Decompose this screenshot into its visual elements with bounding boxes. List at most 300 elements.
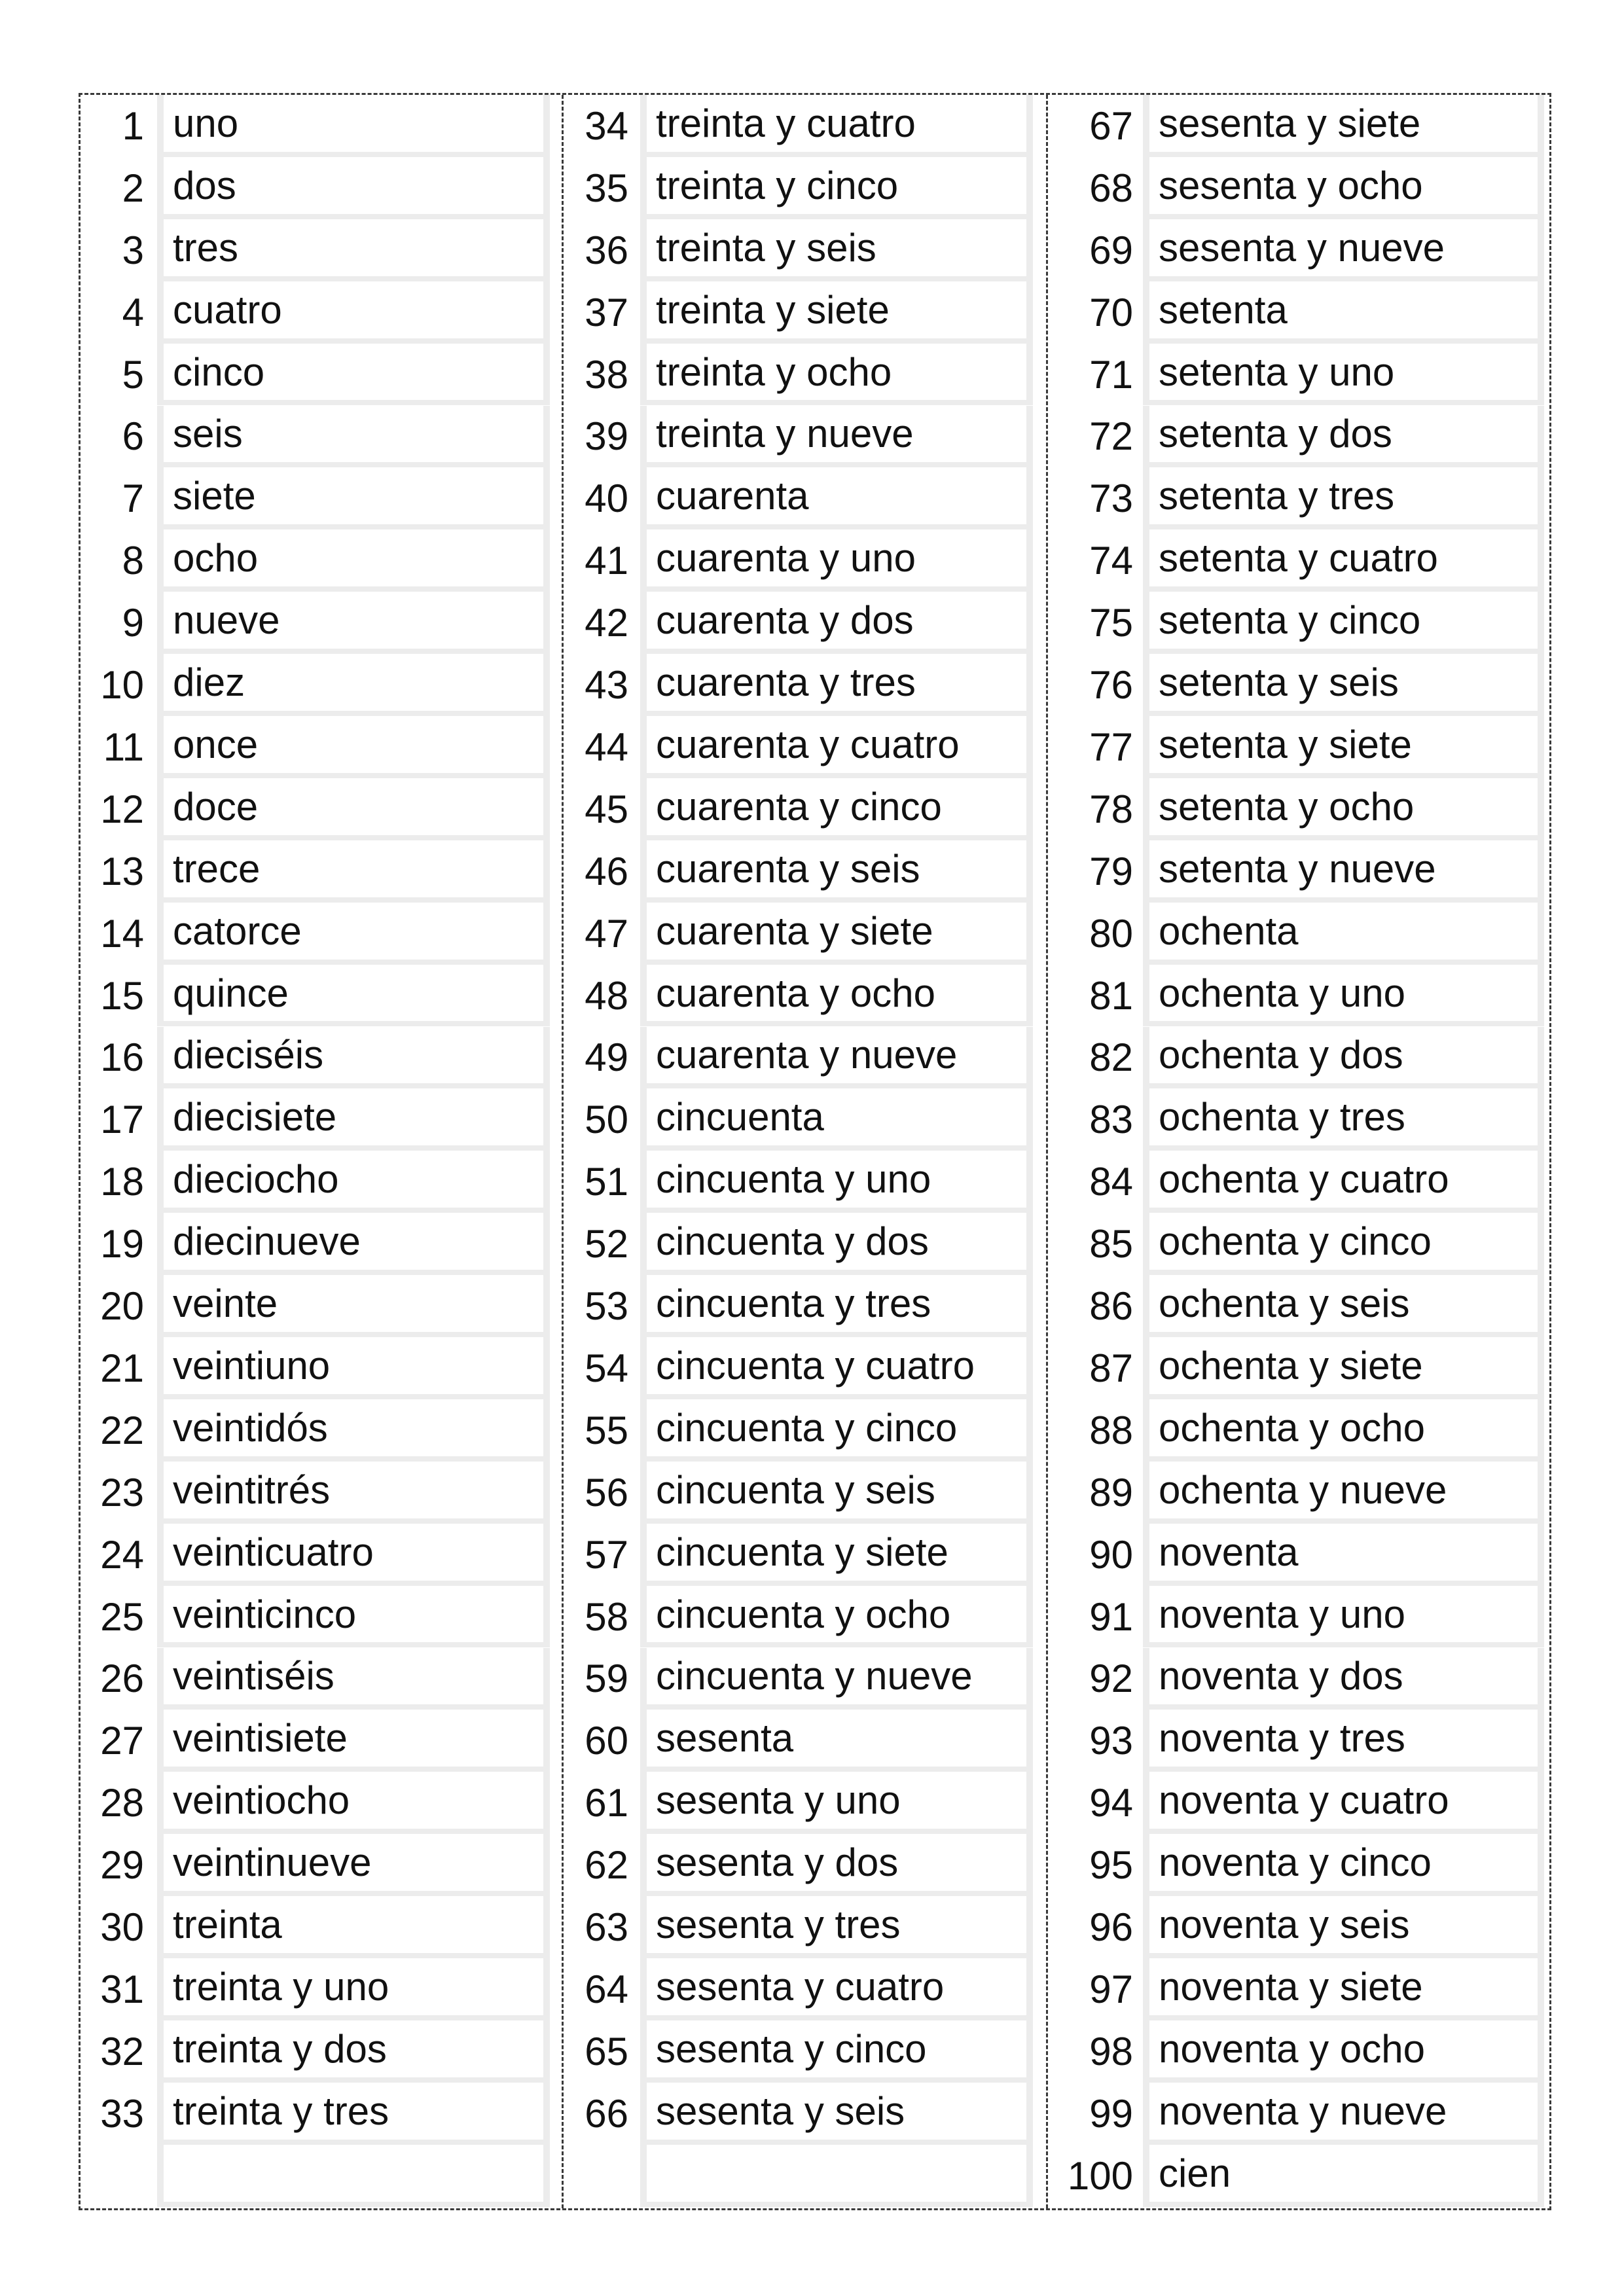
word-cell: catorce	[157, 903, 550, 965]
word-cell: ochenta	[1143, 903, 1544, 965]
table-row	[564, 1213, 1048, 1275]
number-cell: 96	[1089, 1905, 1133, 1950]
word-cell: nueve	[157, 592, 550, 654]
word-cell	[640, 2145, 1033, 2207]
table-row	[81, 344, 562, 406]
word-cell: seis	[157, 406, 550, 468]
number-cell: 8	[122, 539, 144, 583]
table-row	[81, 95, 562, 157]
table-row	[81, 219, 562, 281]
word-cell: sesenta y cuatro	[640, 1958, 1033, 2020]
number-cell	[81, 2145, 144, 2207]
word-cell: cincuenta y ocho	[640, 1586, 1033, 1648]
number-cell: 51	[585, 1160, 628, 1204]
table-row	[564, 95, 1048, 157]
number-cell: 48	[585, 973, 628, 1018]
table-row	[1048, 1213, 1551, 1275]
number-cell: 15	[100, 973, 144, 1018]
word-cell: noventa y siete	[1143, 1958, 1544, 2020]
table-row	[564, 1275, 1048, 1337]
table-row	[81, 1710, 562, 1772]
word-cell: dieciséis	[157, 1027, 550, 1089]
number-cell: 10	[100, 663, 144, 708]
word-cell: tres	[157, 219, 550, 281]
table-row	[1048, 1462, 1551, 1524]
word-cell: sesenta y uno	[640, 1772, 1033, 1834]
table-row	[81, 778, 562, 840]
word-cell: cincuenta y tres	[640, 1275, 1033, 1337]
number-cell: 70	[1089, 290, 1133, 334]
number-cell: 23	[100, 1470, 144, 1515]
table-row	[564, 840, 1048, 903]
number-cell: 81	[1089, 973, 1133, 1018]
table-row	[1048, 903, 1551, 965]
table-row	[81, 1462, 562, 1524]
number-cell: 98	[1089, 2029, 1133, 2073]
number-cell: 13	[100, 849, 144, 893]
word-cell: sesenta y cinco	[640, 2020, 1033, 2083]
table-row	[1048, 95, 1551, 157]
number-cell: 27	[100, 1719, 144, 1763]
word-cell: cincuenta y cuatro	[640, 1337, 1033, 1399]
table-row	[564, 2020, 1048, 2083]
word-cell: noventa y tres	[1143, 1710, 1544, 1772]
number-cell: 22	[100, 1408, 144, 1452]
table-row	[81, 1524, 562, 1586]
number-cell: 7	[122, 476, 144, 521]
number-cell: 38	[585, 352, 628, 397]
table-row	[1048, 281, 1551, 344]
number-table	[79, 93, 1551, 2210]
word-cell: ochenta y nueve	[1143, 1462, 1544, 1524]
number-cell: 44	[585, 725, 628, 769]
number-cell: 89	[1089, 1470, 1133, 1515]
number-cell: 20	[100, 1284, 144, 1329]
table-row	[564, 467, 1048, 529]
number-cell: 72	[1089, 414, 1133, 459]
number-cell: 45	[585, 787, 628, 831]
table-row	[564, 281, 1048, 344]
word-cell: veinticuatro	[157, 1524, 550, 1586]
number-cell: 37	[585, 290, 628, 334]
number-cell: 17	[100, 1098, 144, 1142]
table-row	[1048, 716, 1551, 778]
table-row	[564, 1462, 1048, 1524]
table-row	[564, 1586, 1048, 1648]
word-cell: setenta y uno	[1143, 344, 1544, 406]
word-cell: cincuenta y uno	[640, 1151, 1033, 1213]
table-row	[564, 903, 1048, 965]
word-cell: veintisiete	[157, 1710, 550, 1772]
number-cell: 1	[122, 103, 144, 148]
word-cell: treinta y cinco	[640, 157, 1033, 219]
word-cell: dieciocho	[157, 1151, 550, 1213]
word-cell: veinticinco	[157, 1586, 550, 1648]
word-cell: treinta y ocho	[640, 344, 1033, 406]
word-cell: doce	[157, 778, 550, 840]
number-cell: 26	[100, 1657, 144, 1701]
table-row	[1048, 1896, 1551, 1958]
number-cell: 30	[100, 1905, 144, 1950]
word-cell: veintinueve	[157, 1834, 550, 1896]
table-row	[564, 219, 1048, 281]
word-cell: veinte	[157, 1275, 550, 1337]
number-cell: 67	[1089, 103, 1133, 148]
table-row	[81, 2020, 562, 2083]
table-row	[1048, 1586, 1551, 1648]
number-cell: 53	[585, 1284, 628, 1329]
word-cell: ochenta y dos	[1143, 1027, 1544, 1089]
table-row	[1048, 965, 1551, 1027]
number-cell: 57	[585, 1532, 628, 1577]
table-row	[81, 2083, 562, 2145]
table-row	[1048, 654, 1551, 716]
number-cell: 85	[1089, 1222, 1133, 1266]
number-cell: 54	[585, 1346, 628, 1390]
table-row	[564, 2083, 1048, 2145]
table-row	[564, 965, 1048, 1027]
word-cell: treinta y nueve	[640, 406, 1033, 468]
table-row	[81, 1088, 562, 1151]
table-row	[1048, 1027, 1551, 1089]
number-cell: 88	[1089, 1408, 1133, 1452]
word-cell: cincuenta y cinco	[640, 1399, 1033, 1462]
number-cell: 55	[585, 1408, 628, 1452]
word-cell: sesenta y seis	[640, 2083, 1033, 2145]
table-row	[1048, 1772, 1551, 1834]
word-cell: uno	[157, 95, 550, 157]
number-cell: 71	[1089, 352, 1133, 397]
number-cell: 83	[1089, 1098, 1133, 1142]
table-row	[81, 1399, 562, 1462]
table-row	[1048, 778, 1551, 840]
table-row	[1048, 2145, 1551, 2207]
word-cell: cuarenta	[640, 467, 1033, 529]
number-cell: 79	[1089, 849, 1133, 893]
number-cell: 11	[103, 725, 144, 769]
number-cell: 28	[100, 1781, 144, 1825]
table-row	[81, 903, 562, 965]
number-cell: 5	[122, 352, 144, 397]
table-row	[1048, 1710, 1551, 1772]
table-row	[564, 529, 1048, 592]
word-cell: ochenta y tres	[1143, 1088, 1544, 1151]
table-row	[81, 1958, 562, 2020]
word-cell: cincuenta y seis	[640, 1462, 1033, 1524]
number-cell: 68	[1089, 166, 1133, 210]
number-cell: 41	[585, 539, 628, 583]
table-row	[564, 1648, 1048, 1710]
word-cell: setenta y siete	[1143, 716, 1544, 778]
word-cell: sesenta y siete	[1143, 95, 1544, 157]
number-cell	[564, 2145, 628, 2207]
word-cell: ochenta y cuatro	[1143, 1151, 1544, 1213]
number-cell: 61	[585, 1781, 628, 1825]
number-cell: 21	[100, 1346, 144, 1390]
number-cell: 31	[100, 1967, 144, 2011]
word-cell: setenta y dos	[1143, 406, 1544, 468]
word-cell: cuarenta y tres	[640, 654, 1033, 716]
table-row	[1048, 1275, 1551, 1337]
table-row	[1048, 1958, 1551, 2020]
table-row	[564, 1772, 1048, 1834]
number-cell: 63	[585, 1905, 628, 1950]
number-cell: 60	[585, 1719, 628, 1763]
table-row	[81, 1586, 562, 1648]
number-cell: 36	[585, 228, 628, 272]
number-cell: 94	[1089, 1781, 1133, 1825]
table-row	[1048, 219, 1551, 281]
word-cell: ocho	[157, 529, 550, 592]
word-cell: diez	[157, 654, 550, 716]
number-cell: 14	[100, 911, 144, 956]
word-cell: cuarenta y siete	[640, 903, 1033, 965]
table-row	[564, 2145, 1048, 2207]
word-cell: cincuenta y siete	[640, 1524, 1033, 1586]
number-cell: 40	[585, 476, 628, 521]
table-row	[81, 840, 562, 903]
table-row	[81, 654, 562, 716]
word-cell: treinta	[157, 1896, 550, 1958]
number-cell: 59	[585, 1657, 628, 1701]
word-cell: treinta y seis	[640, 219, 1033, 281]
table-row	[81, 1834, 562, 1896]
word-cell: cuarenta y nueve	[640, 1027, 1033, 1089]
number-cell: 12	[100, 787, 144, 831]
number-cell: 82	[1089, 1035, 1133, 1080]
table-row	[1048, 157, 1551, 219]
number-cell: 95	[1089, 1843, 1133, 1888]
word-cell: once	[157, 716, 550, 778]
table-row	[1048, 529, 1551, 592]
column-1	[81, 95, 562, 2208]
number-cell: 24	[100, 1532, 144, 1577]
number-cell: 2	[122, 166, 144, 210]
number-cell: 97	[1089, 1967, 1133, 2011]
word-cell: setenta y ocho	[1143, 778, 1544, 840]
table-row	[81, 467, 562, 529]
word-cell: treinta y siete	[640, 281, 1033, 344]
table-row	[1048, 1088, 1551, 1151]
table-row	[564, 1337, 1048, 1399]
table-row	[564, 1524, 1048, 1586]
number-cell: 56	[585, 1470, 628, 1515]
table-row	[1048, 406, 1551, 468]
number-cell: 99	[1089, 2091, 1133, 2136]
word-cell: cuarenta y seis	[640, 840, 1033, 903]
word-cell: setenta	[1143, 281, 1544, 344]
number-cell: 93	[1089, 1719, 1133, 1763]
table-row	[564, 1027, 1048, 1089]
number-cell: 78	[1089, 787, 1133, 831]
word-cell: veintitrés	[157, 1462, 550, 1524]
word-cell: veintiséis	[157, 1648, 550, 1710]
table-row	[81, 1275, 562, 1337]
table-row	[564, 1958, 1048, 2020]
word-cell: cien	[1143, 2145, 1544, 2207]
number-cell: 49	[585, 1035, 628, 1080]
table-row	[1048, 344, 1551, 406]
number-cell: 90	[1089, 1532, 1133, 1577]
word-cell: sesenta	[640, 1710, 1033, 1772]
table-row	[81, 1648, 562, 1710]
word-cell: trece	[157, 840, 550, 903]
word-cell: cincuenta	[640, 1088, 1033, 1151]
table-row	[564, 406, 1048, 468]
table-row	[564, 592, 1048, 654]
number-cell: 58	[585, 1594, 628, 1639]
number-cell: 80	[1089, 911, 1133, 956]
word-cell: cincuenta y dos	[640, 1213, 1033, 1275]
number-cell: 91	[1089, 1594, 1133, 1639]
number-cell: 32	[100, 2029, 144, 2073]
table-row	[564, 1151, 1048, 1213]
word-cell: veintiocho	[157, 1772, 550, 1834]
word-cell: treinta y cuatro	[640, 95, 1033, 157]
table-row	[81, 1027, 562, 1089]
word-cell: noventa y cuatro	[1143, 1772, 1544, 1834]
table-row	[1048, 1337, 1551, 1399]
word-cell: setenta y cinco	[1143, 592, 1544, 654]
number-cell: 50	[585, 1098, 628, 1142]
word-cell: cinco	[157, 344, 550, 406]
word-cell: siete	[157, 467, 550, 529]
word-cell: cincuenta y nueve	[640, 1648, 1033, 1710]
word-cell: dos	[157, 157, 550, 219]
table-row	[1048, 2083, 1551, 2145]
word-cell: veintiuno	[157, 1337, 550, 1399]
word-cell: veintidós	[157, 1399, 550, 1462]
number-cell: 16	[100, 1035, 144, 1080]
number-cell: 25	[100, 1594, 144, 1639]
word-cell: ochenta y ocho	[1143, 1399, 1544, 1462]
number-cell: 19	[100, 1222, 144, 1266]
table-row	[564, 1710, 1048, 1772]
word-cell: noventa y nueve	[1143, 2083, 1544, 2145]
table-row	[81, 157, 562, 219]
number-cell: 47	[585, 911, 628, 956]
number-cell: 64	[585, 1967, 628, 2011]
number-cell: 100	[1067, 2153, 1133, 2198]
table-row	[1048, 1648, 1551, 1710]
word-cell: setenta y cuatro	[1143, 529, 1544, 592]
table-row	[81, 1151, 562, 1213]
word-cell: ochenta y cinco	[1143, 1213, 1544, 1275]
word-cell: treinta y tres	[157, 2083, 550, 2145]
table-row	[1048, 840, 1551, 903]
number-cell: 75	[1089, 601, 1133, 645]
word-cell: cuarenta y ocho	[640, 965, 1033, 1027]
number-cell: 34	[585, 103, 628, 148]
number-cell: 4	[122, 290, 144, 334]
number-cell: 42	[585, 601, 628, 645]
word-cell: noventa y uno	[1143, 1586, 1544, 1648]
number-cell: 77	[1089, 725, 1133, 769]
column-2	[562, 95, 1048, 2208]
table-row	[81, 1213, 562, 1275]
number-cell: 87	[1089, 1346, 1133, 1390]
number-cell: 3	[122, 228, 144, 272]
table-row	[564, 1896, 1048, 1958]
table-row	[1048, 592, 1551, 654]
table-row	[564, 1834, 1048, 1896]
word-cell: noventa y dos	[1143, 1648, 1544, 1710]
table-row	[81, 529, 562, 592]
word-cell: cuarenta y cuatro	[640, 716, 1033, 778]
number-cell: 86	[1089, 1284, 1133, 1329]
number-cell: 43	[585, 663, 628, 708]
table-row	[81, 2145, 562, 2207]
number-cell: 29	[100, 1843, 144, 1888]
number-cell: 46	[585, 849, 628, 893]
number-cell: 52	[585, 1222, 628, 1266]
word-cell: noventa y ocho	[1143, 2020, 1544, 2083]
word-cell: cuarenta y uno	[640, 529, 1033, 592]
number-cell: 84	[1089, 1160, 1133, 1204]
table-row	[1048, 2020, 1551, 2083]
word-cell: noventa y seis	[1143, 1896, 1544, 1958]
table-row	[81, 406, 562, 468]
table-row	[81, 965, 562, 1027]
number-cell: 73	[1089, 476, 1133, 521]
number-cell: 66	[585, 2091, 628, 2136]
table-row	[81, 281, 562, 344]
number-cell: 9	[122, 601, 144, 645]
word-cell: diecisiete	[157, 1088, 550, 1151]
table-row	[1048, 467, 1551, 529]
word-cell: treinta y dos	[157, 2020, 550, 2083]
table-row	[564, 1088, 1048, 1151]
table-row	[1048, 1399, 1551, 1462]
table-row	[81, 716, 562, 778]
word-cell: cuarenta y dos	[640, 592, 1033, 654]
word-cell: noventa y cinco	[1143, 1834, 1544, 1896]
word-cell: sesenta y tres	[640, 1896, 1033, 1958]
word-cell: sesenta y ocho	[1143, 157, 1544, 219]
number-cell: 35	[585, 166, 628, 210]
word-cell	[157, 2145, 550, 2207]
table-row	[1048, 1524, 1551, 1586]
word-cell: quince	[157, 965, 550, 1027]
table-row	[564, 1399, 1048, 1462]
table-row	[81, 1896, 562, 1958]
word-cell: cuatro	[157, 281, 550, 344]
table-row	[564, 716, 1048, 778]
word-cell: ochenta y uno	[1143, 965, 1544, 1027]
table-row	[564, 778, 1048, 840]
number-cell: 33	[100, 2091, 144, 2136]
column-3	[1046, 95, 1551, 2208]
word-cell: noventa	[1143, 1524, 1544, 1586]
table-row	[1048, 1151, 1551, 1213]
table-row	[564, 654, 1048, 716]
word-cell: diecinueve	[157, 1213, 550, 1275]
word-cell: sesenta y nueve	[1143, 219, 1544, 281]
table-row	[81, 1337, 562, 1399]
word-cell: setenta y tres	[1143, 467, 1544, 529]
table-row	[564, 157, 1048, 219]
word-cell: setenta y nueve	[1143, 840, 1544, 903]
word-cell: ochenta y seis	[1143, 1275, 1544, 1337]
number-cell: 76	[1089, 663, 1133, 708]
word-cell: sesenta y dos	[640, 1834, 1033, 1896]
word-cell: cuarenta y cinco	[640, 778, 1033, 840]
word-cell: setenta y seis	[1143, 654, 1544, 716]
number-cell: 39	[585, 414, 628, 459]
word-cell: ochenta y siete	[1143, 1337, 1544, 1399]
number-cell: 18	[100, 1160, 144, 1204]
number-cell: 6	[122, 414, 144, 459]
